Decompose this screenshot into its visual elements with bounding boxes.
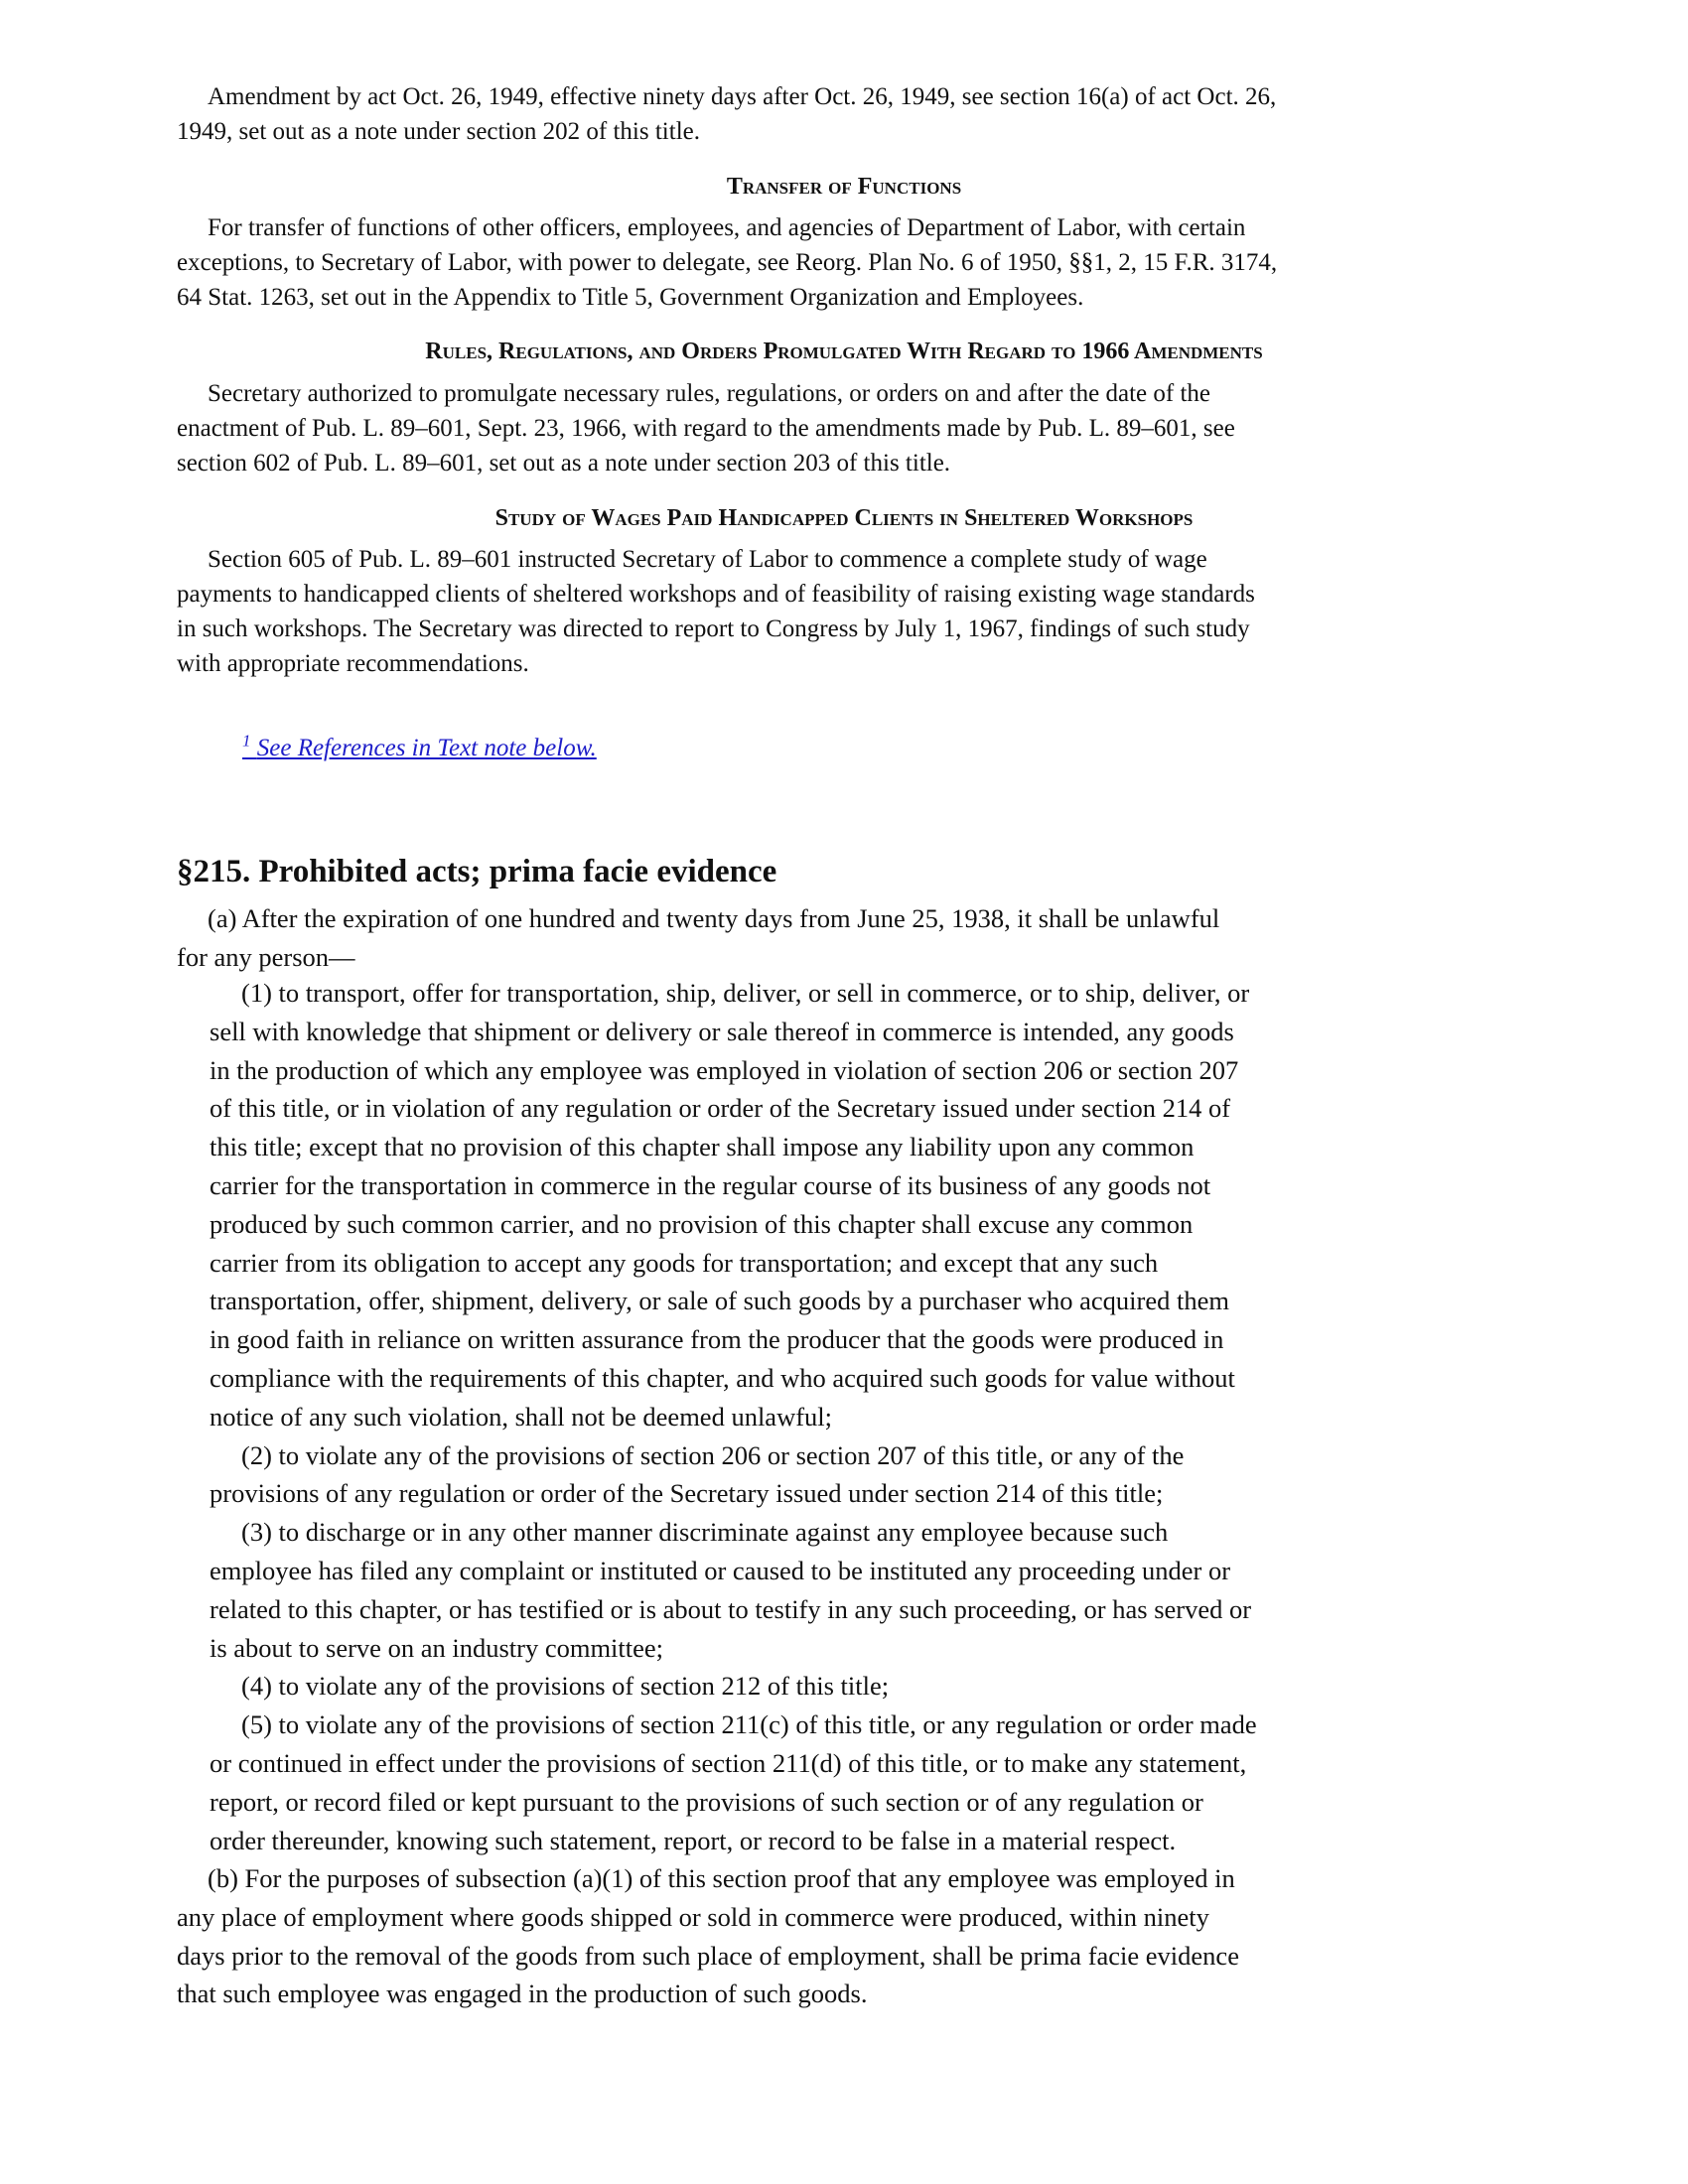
item-2 <box>210 1436 1560 1514</box>
text-line: 1949, set out as a note under section 202 of this title. <box>177 118 700 145</box>
text-line: with appropriate recommendations. <box>177 650 529 677</box>
text-line: report, or record filed or kept pursuant to the provisions of such section or of any regulation or <box>210 1786 1203 1817</box>
text-line: this title; except that no provision of this chapter shall impose any liability upon any common <box>210 1132 1195 1162</box>
footnote-text: See References in Text note below. <box>256 735 597 762</box>
heading-transfer-of-functions: Transfer of Functions <box>726 174 962 200</box>
heading-study-of-wages: Study of Wages Paid Handicapped Clients in Sheltered Workshops <box>494 505 1194 531</box>
text-line: sell with knowledge that shipment or delivery or sale thereof in commerce is intended, any goods <box>210 1016 1234 1046</box>
text-line: in such workshops. The Secretary was directed to report to Congress by July 1, 1967, findings of such study <box>177 615 1250 642</box>
text-line: carrier from its obligation to accept any goods for transportation; and except that any such <box>210 1247 1159 1278</box>
text-line: produced by such common carrier, and no provision of this chapter shall excuse any common <box>210 1208 1194 1239</box>
text-line: order thereunder, knowing such statement, report, or record to be false in a material respect. <box>210 1825 1177 1855</box>
item-3 <box>210 1513 1560 1667</box>
section-title: §215. Prohibited acts; prima facie evidence <box>177 854 777 889</box>
text-line: in good faith in reliance on written assurance from the producer that the goods were produced in <box>210 1324 1224 1355</box>
text-line: (5) to violate any of the provisions of section 211(c) of this title, or any regulation or order made <box>241 1709 1257 1740</box>
item-5 <box>210 1706 1560 1859</box>
item-4 <box>210 1667 1560 1706</box>
text-line: compliance with the requirements of this chapter, and who acquired such goods for value without <box>210 1362 1235 1393</box>
heading-rules-regulations: Rules, Regulations, and Orders Promulgated With Regard to 1966 Amendments <box>425 339 1263 364</box>
text-line: section 602 of Pub. L. 89–601, set out as a note under section 203 of this title. <box>177 450 951 477</box>
subsection-a <box>177 899 1527 977</box>
footnote-link[interactable] <box>242 732 597 762</box>
note-rules-regulations <box>177 376 1527 480</box>
text-line: related to this chapter, or has testified or is about to testify in any such proceeding, or has served or <box>210 1593 1252 1624</box>
text-line: (1) to transport, offer for transportation, ship, deliver, or sell in commerce, or to ship, deliver, or <box>241 978 1250 1008</box>
text-line: enactment of Pub. L. 89–601, Sept. 23, 1966, with regard to the amendments made by Pub. L. 89–601, see <box>177 415 1235 442</box>
item-1 <box>210 974 1560 1436</box>
text-line: exceptions, to Secretary of Labor, with power to delegate, see Reorg. Plan No. 6 of 1950, §§1, 2, 15 F.R. 3174, <box>177 249 1278 276</box>
text-line: (3) to discharge or in any other manner discriminate against any employee because such <box>241 1517 1169 1548</box>
text-line: in the production of which any employee was employed in violation of section 206 or section 207 <box>210 1054 1239 1085</box>
text-line: payments to handicapped clients of sheltered workshops and of feasibility of raising existing wage standards <box>177 581 1255 608</box>
note-study-of-wages <box>177 542 1527 681</box>
text-line: Secretary authorized to promulgate necessary rules, regulations, or orders on and after the date of the <box>208 380 1211 407</box>
text-line: that such employee was engaged in the production of such goods. <box>177 1979 868 2009</box>
text-line: Section 605 of Pub. L. 89–601 instructed Secretary of Labor to commence a complete study of wage <box>208 546 1207 573</box>
text-line: For transfer of functions of other officers, employees, and agencies of Department of Labor, with certain <box>208 214 1246 241</box>
text-line: Amendment by act Oct. 26, 1949, effective ninety days after Oct. 26, 1949, see section 16(a) of act Oct. 26, <box>208 83 1277 110</box>
text-line: notice of any such violation, shall not be deemed unlawful; <box>210 1401 833 1432</box>
footnote <box>242 724 1593 765</box>
text-line: (2) to violate any of the provisions of section 206 or section 207 of this title, or any of the <box>241 1439 1185 1470</box>
subsection-b <box>177 1859 1527 2013</box>
note-amendment <box>177 79 1527 149</box>
text-line: 64 Stat. 1263, set out in the Appendix to Title 5, Government Organization and Employees. <box>177 284 1084 311</box>
text-line: transportation, offer, shipment, delivery, or sale of such goods by a purchaser who acquired them <box>210 1286 1229 1316</box>
text-line: days prior to the removal of the goods from such place of employment, shall be prima facie evidence <box>177 1940 1239 1971</box>
subsection-a-items <box>210 974 1560 1859</box>
text-line: provisions of any regulation or order of the Secretary issued under section 214 of this title; <box>210 1478 1164 1509</box>
text-line: any place of employment where goods shipped or sold in commerce were produced, within ninety <box>177 1901 1209 1932</box>
text-line: for any person— <box>177 941 355 972</box>
note-transfer-of-functions <box>177 210 1527 315</box>
text-line: (b) For the purposes of subsection (a)(1) of this section proof that any employee was employed in <box>208 1863 1235 1893</box>
text-line: employee has filed any complaint or instituted or caused to be instituted any proceeding under or <box>210 1555 1231 1585</box>
text-line: is about to serve on an industry committee; <box>210 1632 664 1663</box>
text-line: of this title, or in violation of any regulation or order of the Secretary issued under section 214 of <box>210 1093 1231 1124</box>
text-line: carrier for the transportation in commerce in the regular course of its business of any goods not <box>210 1169 1211 1200</box>
text-line: or continued in effect under the provisions of section 211(d) of this title, or to make any statement, <box>210 1747 1247 1778</box>
text-line: (a) After the expiration of one hundred and twenty days from June 25, 1938, it shall be unlawful <box>208 903 1220 933</box>
footnote-number: 1 <box>242 732 251 751</box>
text-line: (4) to violate any of the provisions of section 212 of this title; <box>241 1671 890 1702</box>
